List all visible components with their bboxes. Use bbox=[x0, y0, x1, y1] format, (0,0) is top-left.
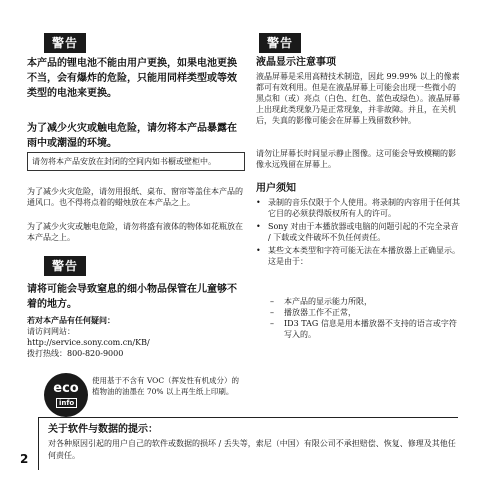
lcd-heading: 液晶显示注意事项 bbox=[256, 57, 336, 68]
sub-item: – ID3 TAG 信息是用本播放器不支持的语言或字符写入的。 bbox=[268, 318, 461, 340]
eco-info-logo bbox=[44, 373, 88, 417]
bottom-top-rule bbox=[38, 417, 458, 418]
website-label: 请访问网站： bbox=[27, 327, 75, 336]
warning-label-2: 警告 bbox=[44, 256, 86, 276]
warning-label-1: 警告 bbox=[44, 33, 86, 53]
user-notice-list bbox=[256, 197, 461, 267]
notice-item: • Sony 对由于本播放器或电脑的问题引起的不完全录音 / 下载或文件破坏不负任何责任。 bbox=[256, 221, 461, 243]
choking-warning-text: 请将可能会导致窒息的细小物品保管在儿童够不着的地方。 bbox=[27, 284, 237, 310]
info-logo-word: info bbox=[56, 398, 77, 408]
software-data-text: 对各种原因引起的用户自己的软件或数据的损坏 / 丢失等，索尼（中国）有限公司不承担赔偿、恢复、修理及其他任何责任。 bbox=[48, 439, 456, 460]
notice-item: • 某些文本类型和字符可能无法在本播放器上正确显示。这是由于： bbox=[256, 245, 461, 267]
inquiry-heading: 若对本产品有任何疑问： bbox=[27, 316, 115, 325]
battery-warning-text: 本产品的锂电池不能由用户更换，如果电池更换不当，会有爆炸的危险，只能用同样类型或等效类型的电池来更换。 bbox=[27, 58, 237, 99]
support-url-link[interactable]: http://service.sony.com.cn/KB/ bbox=[27, 338, 150, 347]
software-data-heading: 关于软件与数据的提示： bbox=[48, 424, 158, 435]
warning-label-3: 警告 bbox=[259, 33, 301, 53]
support-hotline: 拨打热线：800-820-9000 bbox=[27, 349, 124, 358]
liquid-warning-text: 为了减少火灾或触电危险，请勿将盛有液体的物体如花瓶放在本产品之上。 bbox=[27, 222, 243, 242]
sub-item: – 本产品的显示能力所限， bbox=[268, 296, 461, 307]
lcd-still-image-text: 请勿让屏幕长时间显示静止图像。这可能会导致模糊的影像永远残留在屏幕上。 bbox=[256, 149, 456, 169]
ventilation-warning-text: 为了减少火灾危险，请勿用报纸、桌布、窗帘等盖住本产品的通风口。也不得将点着的蜡烛放在本产品之上。 bbox=[27, 187, 243, 207]
eco-logo-word: eco bbox=[53, 381, 79, 396]
bottom-left-rule bbox=[38, 417, 39, 470]
eco-print-note: 使用基于不含有 VOC（挥发性有机成分）的植物油的油墨在 70% 以上再生纸上印刷。 bbox=[92, 376, 240, 396]
sub-item: – 播放器工作不正常， bbox=[268, 307, 461, 318]
user-notice-heading: 用户须知 bbox=[256, 183, 296, 194]
fire-shock-warning-text: 为了减少火灾或触电危险，请勿将本产品暴露在雨中或潮湿的环境。 bbox=[27, 123, 237, 149]
enclosed-space-warning-box: 请勿将本产品安放在封闭的空间内如书橱或壁柜中。 bbox=[27, 152, 245, 171]
page-number: 2 bbox=[20, 452, 29, 466]
lcd-notice-text: 液晶屏幕是采用高精技术制造，因此 99.99% 以上的像素都可有效利用。但是在液晶屏幕上可能会出现一些微小的黑点和（或）亮点（白色、红色、蓝色或绿色）。液晶屏幕上出现此类现象乃是正常现象，并非故障。并且，在关机后，失真的影像可能会在屏幕上残留数秒钟。 bbox=[256, 72, 460, 125]
notice-item: • 录制的音乐仅限于个人使用。将录制的内容用于任何其它目的必须获得版权所有人的许可。 bbox=[256, 197, 461, 219]
display-issue-sublist bbox=[268, 296, 461, 340]
